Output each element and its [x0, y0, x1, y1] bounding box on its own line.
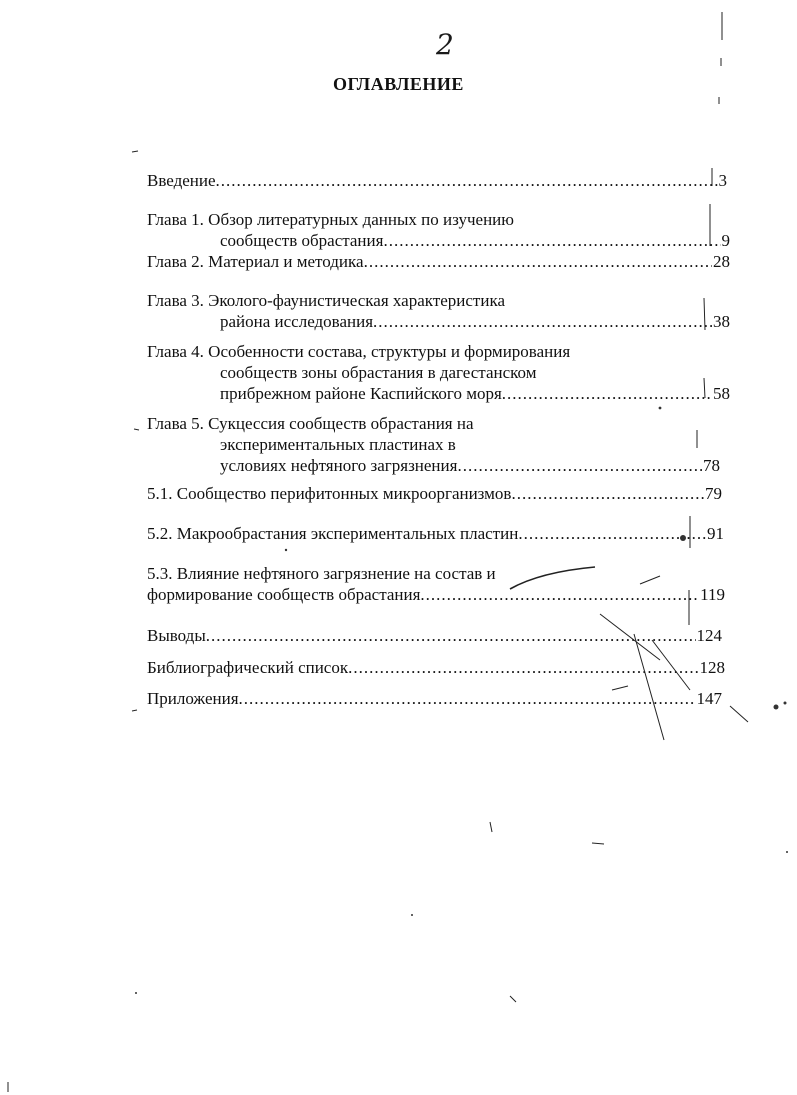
toc-entry-label: Глава 4. Особенности состава, структуры и формирования: [147, 342, 571, 361]
toc-entry-label-continued: условиях нефтяного загрязнения: [220, 456, 458, 475]
toc-entry-intro[interactable]: [147, 170, 727, 191]
scan-speck: [285, 549, 287, 551]
dot-leader: [518, 523, 706, 544]
scan-speck: [135, 992, 137, 994]
toc-entry-bibliography[interactable]: [147, 657, 725, 678]
toc-entry-section-5-2[interactable]: [147, 523, 724, 544]
dot-leader: [373, 311, 712, 332]
toc-heading: ОГЛАВЛЕНИЕ: [333, 74, 464, 94]
toc-entry-label: Приложения: [147, 689, 239, 708]
toc-entry-label: 5.2. Макрообрастания экспериментальных пластин: [147, 524, 519, 543]
dot-leader: [348, 657, 698, 678]
toc-entry-label: Глава 2. Материал и методика: [147, 252, 364, 271]
toc-entry-label-continued: прибрежном районе Каспийского моря: [220, 384, 502, 403]
dot-leader: [502, 383, 712, 404]
scan-speck: [659, 407, 662, 410]
toc-entry-label: Библиографический список: [147, 658, 349, 677]
toc-entry-label: 5.1. Сообщество перифитонных микроорганизмов: [147, 484, 512, 503]
scan-streak: [134, 429, 139, 430]
toc-entry-chapter-2[interactable]: [147, 251, 730, 272]
toc-entry-section-5-1[interactable]: [147, 483, 722, 504]
scan-speck: [784, 702, 787, 705]
toc-entry-conclusions[interactable]: [147, 625, 722, 646]
scan-streak: [490, 822, 492, 832]
toc-entry-label: Глава 3. Эколого-фаунистическая характеристика: [147, 291, 506, 310]
scan-streak: [510, 996, 516, 1002]
toc-page-number: 147: [696, 689, 722, 708]
dot-leader: [457, 455, 702, 476]
toc-entry-appendices[interactable]: [147, 688, 722, 709]
scan-streak: [634, 634, 664, 740]
toc-entry-chapter-4[interactable]: [147, 341, 730, 404]
dot-leader: [511, 483, 704, 504]
toc-page-number: 3: [718, 171, 727, 190]
scan-speck: [774, 705, 779, 710]
toc-entry-label: Выводы: [147, 626, 206, 645]
toc-entry-label: Глава 5. Сукцессия сообществ обрастания на: [147, 414, 474, 433]
handwritten-page-number: 2: [436, 28, 454, 61]
scan-speck: [411, 914, 413, 916]
scan-streak: [730, 706, 748, 722]
dot-leader: [239, 688, 696, 709]
toc-entry-label-continued: экспериментальных пластинах в: [220, 435, 456, 454]
toc-entry-label-continued: сообществ зоны обрастания в дагестанском: [220, 363, 537, 382]
scan-streak: [592, 843, 604, 844]
toc-entry-chapter-1[interactable]: [147, 209, 730, 251]
toc-page-number: 38: [713, 312, 730, 331]
dot-leader: [206, 625, 696, 646]
toc-page-number: 124: [696, 626, 722, 645]
scan-streak: [132, 151, 138, 152]
toc-page-number: 91: [707, 524, 724, 543]
toc-entry-chapter-3[interactable]: [147, 290, 730, 332]
toc-page-number: 58: [713, 384, 730, 403]
toc-entry-label: Введение: [147, 171, 216, 190]
toc-page-number: 119: [700, 585, 725, 604]
toc-entry-label-continued: сообществ обрастания: [220, 231, 384, 250]
dot-leader: [383, 230, 720, 251]
toc-page-number: 79: [705, 484, 722, 503]
toc-page-number: 9: [721, 231, 730, 250]
toc-entry-label-continued: формирование сообществ обрастания: [147, 585, 421, 604]
toc-entry-label-continued: района исследования: [220, 312, 374, 331]
scan-streak: [132, 710, 137, 711]
scan-speck: [786, 851, 788, 853]
dot-leader: [364, 251, 712, 272]
toc-entry-chapter-5[interactable]: [147, 413, 720, 476]
toc-page-number: 78: [703, 456, 720, 475]
dot-leader: [420, 584, 699, 605]
toc-page-number: 128: [699, 658, 725, 677]
toc-entry-label: 5.3. Влияние нефтяного загрязнение на состав и: [147, 564, 496, 583]
toc-entry-label: Глава 1. Обзор литературных данных по изучению: [147, 210, 514, 229]
toc-page-number: 28: [713, 252, 730, 271]
toc-entry-section-5-3[interactable]: [147, 563, 725, 605]
dot-leader: [216, 170, 718, 191]
